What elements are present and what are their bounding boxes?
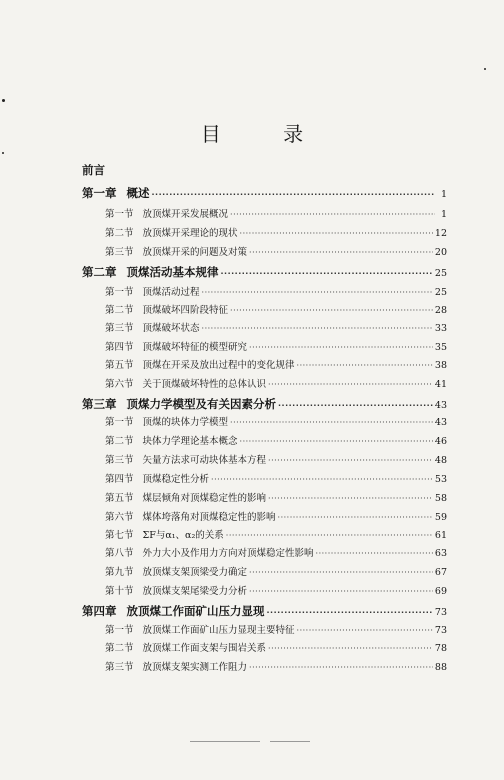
- toc-entry-title: 外力大小及作用力方向对顶煤稳定性影响: [142, 548, 314, 559]
- toc-section-row: [105, 284, 447, 298]
- toc-section-row: [105, 640, 447, 654]
- scan-speck: [2, 152, 4, 154]
- toc-leader-dots: [221, 269, 433, 278]
- toc-entry-title: 矢量方法求可动块体基本方程: [142, 455, 267, 466]
- toc-page-number: 28: [434, 305, 447, 316]
- toc-entry-title: 顶煤破坏特征的模型研究: [142, 342, 248, 353]
- toc-leader-dots: [249, 248, 433, 257]
- toc-page-number: 35: [434, 342, 447, 353]
- toc-section-row: [105, 225, 447, 239]
- toc-entry-title: 放顶煤支架尾梁受力分析: [142, 586, 248, 597]
- toc-leader-dots: [268, 644, 433, 653]
- toc-entry-title: 放顶煤开采发展概况: [142, 209, 229, 220]
- toc-leader-dots: [202, 324, 433, 333]
- toc-entry-title: 顶煤稳定性分析: [142, 474, 210, 485]
- toc-leader-dots: [230, 418, 433, 427]
- toc-entry-number: 第五节: [105, 360, 134, 371]
- toc-entry-number: 第十节: [105, 586, 134, 597]
- toc-page-number: 41: [434, 379, 447, 390]
- toc-entry-number: 第三节: [105, 662, 134, 673]
- toc-section-row: [105, 320, 447, 334]
- toc-section-row: [105, 433, 447, 447]
- toc-entry-number: 第三节: [105, 247, 134, 258]
- toc-entry-number: 第九节: [105, 567, 134, 578]
- toc-section-row: [105, 471, 447, 485]
- toc-entry-title: 放顶煤支架顶梁受力确定: [142, 567, 248, 578]
- toc-entry-title: 顶煤活动过程: [142, 287, 200, 298]
- toc-leader-dots: [268, 380, 433, 389]
- toc-leader-dots: [278, 401, 433, 410]
- toc-page-number: 38: [434, 360, 447, 371]
- toc-leader-dots: [267, 608, 433, 617]
- toc-page-number: 33: [434, 323, 447, 334]
- toc-entry-title: 煤层倾角对顶煤稳定性的影响: [142, 493, 267, 504]
- toc-entry-number: 第一节: [105, 417, 134, 428]
- toc-entry-title: ΣF与α₁、α₂的关系: [142, 530, 224, 541]
- toc-entry-number: 第五节: [105, 493, 134, 504]
- toc-entry-number: 第六节: [105, 512, 134, 523]
- toc-leader-dots: [278, 513, 433, 522]
- toc-entry-number: 第六节: [105, 379, 134, 390]
- toc-entry-number: 第四章: [82, 604, 117, 618]
- scan-speck: [2, 99, 5, 102]
- toc-entry-number: 第三节: [105, 323, 134, 334]
- scan-mark: [270, 741, 310, 742]
- toc-page-number: 59: [434, 512, 447, 523]
- toc-entry-title: 关于顶煤破坏特性的总体认识: [142, 379, 267, 390]
- toc-page-number: 73: [434, 625, 447, 636]
- preface-heading: 前言: [82, 163, 105, 177]
- toc-section-row: [105, 452, 447, 466]
- toc-leader-dots: [240, 437, 433, 446]
- toc-chapter-row: [82, 603, 447, 619]
- toc-entry-number: 第三节: [105, 455, 134, 466]
- toc-entry-title: 块体力学理论基本概念: [142, 436, 238, 447]
- toc-entry-title: 放顶煤工作面矿山压力显现: [126, 604, 265, 618]
- toc-entry-title: 放顶煤工作面矿山压力显现主要特征: [142, 625, 295, 636]
- toc-section-row: [105, 545, 447, 559]
- toc-leader-dots: [152, 190, 436, 199]
- toc-page-number: 25: [434, 287, 447, 298]
- toc-page-number: 25: [434, 268, 447, 279]
- toc-page-number: 20: [434, 247, 447, 258]
- toc-section-row: [105, 564, 447, 578]
- toc-section-row: [105, 414, 447, 428]
- toc-page-number: 43: [434, 400, 447, 411]
- page-title: 目 录: [200, 122, 332, 146]
- toc-entry-title: 放顶煤工作面支架与围岩关系: [142, 643, 267, 654]
- toc-entry-title: 顶煤破坏状态: [142, 323, 200, 334]
- toc-leader-dots: [202, 288, 433, 297]
- toc-entry-number: 第二章: [82, 265, 117, 279]
- toc-entry-title: 煤体垮落角对顶煤稳定性的影响: [142, 512, 276, 523]
- toc-leader-dots: [249, 663, 433, 672]
- toc-entry-number: 第三章: [82, 397, 117, 411]
- toc-leader-dots: [249, 568, 433, 577]
- toc-entry-number: 第一节: [105, 625, 134, 636]
- toc-leader-dots: [230, 306, 433, 315]
- toc-page-number: 43: [434, 417, 447, 428]
- toc-leader-dots: [297, 361, 433, 370]
- toc-entry-number: 第二节: [105, 228, 134, 239]
- toc-page-number: 12: [434, 228, 447, 239]
- toc-page-number: 78: [434, 643, 447, 654]
- toc-section-row: [105, 527, 447, 541]
- toc-page-number: 1: [440, 189, 447, 200]
- toc-entry-number: 第四节: [105, 474, 134, 485]
- toc-page-number: 63: [434, 548, 447, 559]
- toc-page-number: 73: [434, 607, 447, 618]
- toc-entry-title: 顶煤在开采及放出过程中的变化规律: [142, 360, 295, 371]
- toc-leader-dots: [249, 587, 433, 596]
- toc-page-number: 69: [434, 586, 447, 597]
- toc-entry-number: 第一节: [105, 209, 134, 220]
- toc-page-number: 46: [434, 436, 447, 447]
- scan-speck: [484, 68, 486, 70]
- toc-entry-title: 放顶煤支架实测工作阻力: [142, 662, 248, 673]
- toc-page-number: 67: [434, 567, 447, 578]
- toc-leader-dots: [268, 456, 433, 465]
- toc-entry-number: 第七节: [105, 530, 134, 541]
- toc-section-row: [105, 622, 447, 636]
- toc-leader-dots: [211, 475, 433, 484]
- toc-page-number: 48: [434, 455, 447, 466]
- toc-entry-title: 放顶煤开采的问题及对策: [142, 247, 248, 258]
- toc-entry-number: 第二节: [105, 643, 134, 654]
- toc-section-row: [105, 244, 447, 258]
- toc-entry-title: 放顶煤开采理论的现状: [142, 228, 238, 239]
- toc-section-row: [105, 490, 447, 504]
- toc-entry-title: 顶煤活动基本规律: [126, 265, 219, 279]
- toc-leader-dots: [268, 494, 433, 503]
- toc-entry-number: 第二节: [105, 305, 134, 316]
- toc-entry-number: 第八节: [105, 548, 134, 559]
- toc-entry-title: 顶煤破坏四阶段特征: [142, 305, 229, 316]
- toc-page-number: 88: [434, 662, 447, 673]
- toc-leader-dots: [297, 626, 433, 635]
- toc-leader-dots: [316, 549, 433, 558]
- toc-section-row: [105, 509, 447, 523]
- toc-section-row: [105, 583, 447, 597]
- toc-page-number: 1: [440, 209, 447, 220]
- toc-leader-dots: [249, 343, 433, 352]
- toc-entry-number: 第一章: [82, 186, 117, 200]
- toc-chapter-row: [82, 264, 447, 280]
- toc-chapter-row: [82, 396, 447, 412]
- toc-section-row: [105, 659, 447, 673]
- toc-section-row: [105, 339, 447, 353]
- toc-section-row: [105, 302, 447, 316]
- toc-leader-dots: [230, 210, 435, 219]
- toc-entry-title: 顶煤的块体力学模型: [142, 417, 229, 428]
- toc-entry-title: 概述: [126, 186, 150, 200]
- toc-entry-number: 第四节: [105, 342, 134, 353]
- toc-entry-title: 顶煤力学模型及有关因素分析: [126, 397, 276, 411]
- toc-leader-dots: [240, 229, 433, 238]
- toc-page-number: 53: [434, 474, 447, 485]
- toc-entry-number: 第二节: [105, 436, 134, 447]
- toc-page-number: 58: [434, 493, 447, 504]
- scan-mark: [190, 741, 260, 742]
- toc-entry-number: 第一节: [105, 287, 134, 298]
- toc-leader-dots: [226, 531, 433, 540]
- toc-chapter-row: [82, 185, 447, 201]
- toc-page-number: 61: [434, 530, 447, 541]
- toc-section-row: [105, 206, 447, 220]
- toc-section-row: [105, 376, 447, 390]
- toc-section-row: [105, 357, 447, 371]
